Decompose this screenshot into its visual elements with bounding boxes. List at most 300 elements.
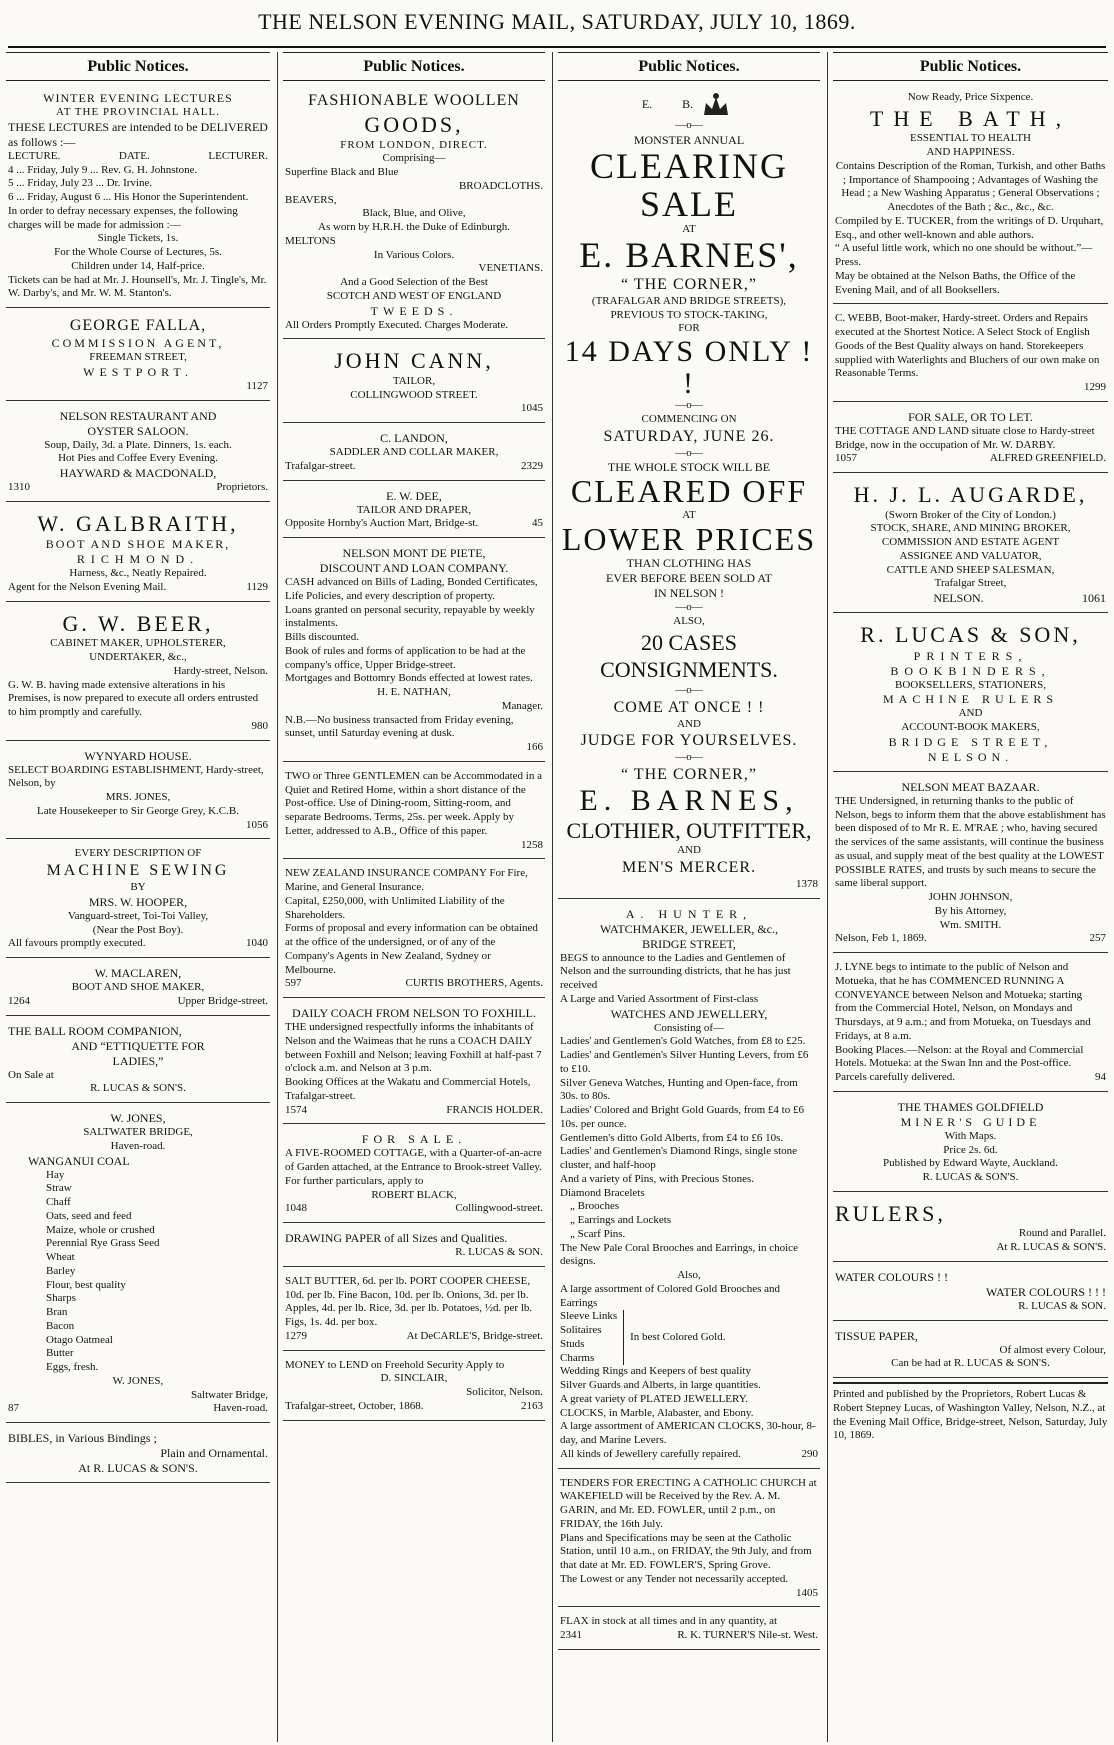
ad-text: SALTWATER BRIDGE, [83, 1126, 193, 1138]
list-item: Diamond Bracelets [560, 1186, 645, 1199]
ad-text: At R. LUCAS & SON'S. [78, 1461, 198, 1475]
ad-text: PRINTERS, [913, 648, 1028, 663]
ad-text: RICHMOND. [76, 552, 200, 567]
ad-signature: R. LUCAS & SON. [455, 1246, 543, 1258]
ad-text: Booking Offices at the Wakatu and Commercial Hotels, Trafalgar-street. [285, 1076, 531, 1102]
ad-signature: ROBERT BLACK, [371, 1188, 457, 1201]
ad-text: J. LYNE begs to intimate to the public of Nelson and Motueka, that he has COMMENCED RUNNING A CONVEYANCE between Nelson and Motueka; starting from the Commercial Hotel, Nelson, on Mondays and Thursdays, at 9 a.m.; and from Motueka, on Tuesdays and Fridays, at 8 a.m. [835, 961, 1091, 1042]
for-sale-or-let-ad [833, 406, 1108, 473]
list-item: And a variety of Pins, with Precious Stones. [560, 1172, 755, 1185]
ad-text: SATURDAY, JUNE 26. [603, 427, 775, 445]
ad-footer [8, 1402, 268, 1416]
ad-text: A large assortment of AMERICAN CLOCKS, 30-hour, 8-day, and Marine Levers. [560, 1420, 816, 1447]
ad-signature: ALFRED GREENFIELD. [989, 452, 1106, 465]
masthead: THE NELSON EVENING MAIL, SATURDAY, JULY 10, 1869. [258, 9, 856, 34]
galbraith-ad [6, 506, 270, 602]
ad-text: COMMISSION AND ESTATE AGENT [881, 536, 1060, 548]
ad-title: GOODS, [364, 112, 464, 137]
bath-book-ad [833, 87, 1108, 304]
ad-text: AND HAPPINESS. [926, 146, 1015, 158]
ad-text: CASH advanced on Bills of Lading, Bonded Certificates, Life Policies, and every description of property. [285, 576, 538, 602]
ad-text: Book of rules and forms of application to be had at the company's office, Upper Bridge-street. [285, 644, 526, 671]
ad-text: Silver Guards and Alberts, in large quantities. [560, 1379, 761, 1392]
wynyard-ad [6, 745, 270, 840]
ad-text: Wedding Rings and Keepers of best quality [560, 1365, 751, 1378]
ad-text: BRIDGE STREET, [888, 734, 1053, 749]
ad-text: ASSIGNEE AND VALUATOR, [899, 549, 1042, 562]
ad-text: BROADCLOTHS. [458, 179, 543, 192]
ad-text: COLLINGWOOD STREET. [350, 388, 478, 401]
ad-number: 1057 [835, 452, 857, 465]
ad-text: FOR [678, 322, 700, 335]
ad-number: 1405 [796, 1586, 818, 1599]
ad-text: G. W. B. having made extensive alterations in his Premises, is now prepared to execute all orders entrusted to him promptly and carefully. [8, 678, 259, 718]
ad-number: 1056 [246, 818, 268, 831]
list-item: Chaff [46, 1196, 71, 1208]
list-item: Butter [46, 1347, 74, 1360]
ad-text: Consisting of— [654, 1021, 724, 1034]
ad-text: Nelson, Feb 1, 1869. [835, 932, 927, 945]
ad-text: Soup, Daily, 3d. a Plate. Dinners, 1s. each. [44, 438, 232, 451]
ad-text: Single Tickets, 1s. [97, 232, 179, 245]
list-item: Flour, best quality [46, 1278, 126, 1291]
ad-signature: W. JONES, [112, 1374, 164, 1387]
ad-text: NELSON. [927, 749, 1014, 764]
ad-text: And a Good Selection of the Best [340, 276, 488, 288]
ad-text: CLOCKS, in Marble, Alabaster, and Ebony. [560, 1406, 754, 1419]
ad-number: 1310 [8, 481, 30, 493]
ad-title: JOHN CANN, [334, 348, 494, 374]
ad-footer [285, 977, 543, 991]
gold-items-list [560, 1310, 624, 1365]
ad-text: COME AT ONCE ! ! [613, 698, 765, 716]
ad-text: PREVIOUS TO STOCK-TAKING, [610, 308, 768, 321]
ad-text: (Sworn Broker of the City of London.) [885, 508, 1056, 521]
ad-text: BEAVERS, [285, 193, 337, 206]
ad-text: BY [130, 881, 146, 893]
ad-subtitle: AT THE PROVINCIAL HALL. [56, 106, 220, 118]
list-item: Perennial Rye Grass Seed [46, 1237, 160, 1250]
ad-text: Round and Parallel. [1018, 1227, 1106, 1240]
ad-signature: D. SINCLAIR, [380, 1372, 448, 1385]
divider: —o— [675, 751, 703, 764]
ad-text: BEGS to announce to the Ladies and Gentlemen of Nelson and the surrounding districts, that he has just received [560, 951, 791, 992]
column-heading: Public Notices. [833, 52, 1108, 81]
salt-butter-ad [283, 1271, 545, 1351]
ad-text: CATTLE AND SHEEP SALESMAN, [886, 563, 1055, 576]
ad-headline: E. BARNES', [579, 235, 799, 276]
ad-title: WATCHES AND JEWELLERY, [610, 1006, 768, 1021]
list-item: Silver Geneva Watches, Hunting and Open-face, from 30s. to 80s. [560, 1076, 798, 1103]
ad-text: FREEMAN STREET, [89, 351, 187, 363]
ad-text: Trafalgar-street. [285, 459, 356, 472]
list-item: Ladies' Colored and Bright Gold Guards, from £4 to £6 10s. per ounce. [560, 1104, 804, 1130]
ad-text: HAYWARD & MACDONALD, [59, 466, 217, 480]
ad-title: W. GALBRAITH, [37, 510, 239, 536]
ad-headline: 14 DAYS ONLY ! ! [564, 335, 814, 400]
ad-text: Plain and Ornamental. [160, 1446, 268, 1460]
ad-footer [560, 1448, 818, 1462]
ad-text: Haven-road. [213, 1402, 268, 1415]
ad-text: COMMENCING ON [641, 412, 737, 425]
divider: —o— [675, 601, 703, 614]
ad-text: SALT BUTTER, 6d. per lb. PORT COOPER CHEESE, 10d. per lb. Fine Bacon, 10d. per lb. Onions, 3d. per lb. Apples, 4d. per lb. Rice, 3d. per lb. Potatoes, ½d. per lb. Figs, 1s. 4d. per box. [285, 1274, 533, 1328]
list-item: Gentlemen's ditto Gold Alberts, from £4 to £6 10s. [560, 1131, 784, 1144]
list-item: Oats, seed and feed [46, 1209, 132, 1222]
ad-text: ACCOUNT-BOOK MAKERS, [901, 721, 1040, 733]
ad-title: BRIDGE STREET, [642, 936, 736, 951]
ad-text: Price 2s. 6d. [943, 1143, 998, 1156]
dee-ad [283, 485, 545, 539]
ad-text: Capital, £250,000, with Unlimited Liability of the Shareholders. [285, 894, 505, 921]
ad-title: LADIES,” [112, 1053, 164, 1068]
ad-text: BOOT AND SHOE MAKER, [71, 981, 205, 993]
augarde-ad [833, 477, 1108, 613]
list-item: Straw [46, 1182, 72, 1195]
header-cell: LECTURER. [208, 149, 268, 162]
ad-text: Can be had at R. LUCAS & SON'S. [891, 1357, 1050, 1370]
ad-text: MELTONS [285, 234, 336, 247]
list-item: Maize, whole or crushed [46, 1223, 155, 1236]
list-item: Sleeve Links [560, 1310, 618, 1323]
ad-text: SELECT BOARDING ESTABLISHMENT, Hardy-street, Nelson, by [8, 763, 264, 790]
mont-de-piete-ad [283, 542, 545, 762]
ad-headline: 20 CASES CONSIGNMENTS. [600, 629, 778, 683]
divider: —o— [675, 683, 703, 696]
ad-text: IN NELSON ! [654, 586, 724, 601]
ad-number: 1574 [285, 1103, 307, 1116]
list-item: Solitaires [560, 1324, 602, 1337]
ad-text: AT [682, 508, 696, 521]
ad-signature: H. E. NATHAN, [377, 686, 451, 698]
ad-title: G. W. BEER, [62, 610, 214, 636]
ad-text: Parcels carefully delivered. [835, 1071, 956, 1083]
ad-number: 1061 [1082, 591, 1106, 605]
ad-text: MACHINE RULERS [882, 692, 1058, 707]
ad-headline: CLEARING SALE [590, 145, 788, 224]
water-colours-ad [833, 1266, 1108, 1321]
ad-footer [835, 452, 1106, 466]
ad-number: 597 [285, 977, 302, 990]
ad-number: 1378 [796, 877, 818, 890]
ad-text: TENDERS FOR ERECTING A CATHOLIC CHURCH at WAKEFIELD will be Received by the Rev. A. M. GARIN, and Mr. ED. FOWLER, until 2 p.m., on FRIDAY, the 16th July. [560, 1476, 817, 1530]
lecture-table-header [8, 150, 268, 164]
ad-text: Mortgages and Bottomry Bonds effected at lowest rates. [285, 672, 533, 685]
ad-text: Booking Places.—Nelson: at the Royal and Commercial Hotels. Motueka: at the Swan Inn and the Post-office. [835, 1043, 1084, 1070]
ad-footer [8, 937, 268, 951]
ad-text: VENETIANS. [478, 262, 543, 275]
ad-title: THE BALL ROOM COMPANION, [8, 1023, 182, 1038]
ad-text: MEN'S MERCER. [621, 858, 757, 876]
woollen-goods-ad [283, 87, 545, 339]
ad-number: 1279 [285, 1329, 307, 1342]
ad-text: Opposite Hornby's Auction Mart, Bridge-st. [285, 517, 479, 530]
ad-number: 1264 [8, 994, 30, 1007]
list-item: Hay [46, 1168, 65, 1181]
ad-text: Plans and Specifications may be seen at the Catholic Station, until 10 a.m., on FRIDAY, the 9th July, and from that date at Mr. ED. FOWLER'S, Spring Grove. [560, 1531, 812, 1572]
beer-ad [6, 606, 270, 741]
ad-number: 1040 [246, 937, 268, 950]
ad-title: NELSON MONT DE PIETE, [342, 546, 486, 560]
ad-text: Contains Description of the Roman, Turkish, and other Baths ; Importance of Shampooing ; Advantages of Washing the Head ; a New Washing Apparatus ; General Observations ; Anecdotes of the Bath ; &c., &c., &c. [835, 159, 1106, 213]
ad-footer [8, 995, 268, 1009]
column-1 [6, 52, 270, 1742]
list-item: „ Earrings and Lockets [570, 1214, 672, 1227]
column-3 [558, 52, 820, 1742]
ad-text: AT [682, 223, 696, 236]
ad-text: COMMISSION AGENT, [51, 336, 225, 350]
nz-insurance-ad [283, 863, 545, 998]
ad-text: Harness, &c., Neatly Repaired. [69, 567, 207, 580]
ad-text: Hardy-street, Nelson. [173, 664, 268, 677]
ad-title: WATER COLOURS ! ! [835, 1269, 948, 1284]
ad-text: MONEY to LEND on Freehold Security Apply to [285, 1358, 505, 1371]
ad-title: DISCOUNT AND LOAN COMPANY. [319, 561, 509, 575]
ad-text: WESTPORT. [83, 364, 193, 379]
ad-text: The Lowest or any Tender not necessarily accepted. [560, 1572, 789, 1585]
list-item: Barley [46, 1264, 76, 1277]
ad-footer [835, 932, 1106, 946]
ad-text: Solicitor, Nelson. [466, 1386, 543, 1398]
ad-text: SADDLER AND COLLAR MAKER, [329, 446, 499, 458]
ad-text: MINER'S GUIDE [900, 1114, 1041, 1129]
ad-text: MRS. W. HOOPER, [88, 894, 188, 909]
divider: —o— [675, 399, 703, 412]
ad-text: TWEEDS. [370, 303, 458, 318]
ad-text: THE Undersigned, in returning thanks to the public of Nelson, begs to inform them that the above establishment has been disposed of to Mr R. E. M'RAE ; who, having secured the services of the same assistants, will continue the business as usual, and supply meat of the best quality at the LOWEST POSSIBLE RATES, and trusts by such means to secure the same liberal support. [835, 794, 1106, 890]
ad-text: “ A useful little work, which no one should be without.”—Press. [835, 242, 1093, 268]
ad-text: By his Attorney, [934, 904, 1007, 917]
ad-text: Trafalgar Street, [934, 577, 1007, 590]
ad-title: W. JONES, [110, 1111, 166, 1125]
ad-title: W. MACLAREN, [94, 966, 182, 980]
ad-text: Tickets can be had at Mr. J. Hounsell's, Mr. J. Tingle's, Mr. W. Darby's, and Mr. W. M. Stanton's. [8, 273, 267, 300]
ad-text: SCOTCH AND WEST OF ENGLAND [326, 289, 502, 302]
ad-title: TISSUE PAPER, [835, 1328, 918, 1343]
ad-text: A FIVE-ROOMED COTTAGE, with a Quarter-of-an-acre of Garden attached, at the Entrance to Brook-street Valley. [285, 1147, 542, 1173]
ad-text: Saltwater Bridge, [191, 1388, 268, 1401]
ad-text: A Large and Varied Assortment of First-class [560, 992, 759, 1005]
ad-text: THE undersigned respectfully informs the inhabitants of Nelson and the Waimeas that he runs a COACH DAILY between Foxhill and Nelson; leaving Foxhill at half-past 7 o'clock a.m. and Nelson at 3 p.m. [285, 1021, 542, 1075]
list-item: „ Scarf Pins. [570, 1227, 626, 1240]
ad-text: (Near the Post Boy). [92, 923, 184, 936]
ad-text: CABINET MAKER, UPHOLSTERER, [50, 637, 226, 650]
ad-text: BOOT AND SHOE MAKER, [45, 537, 231, 552]
ad-number: 1127 [246, 379, 268, 392]
ad-text: A large assortment of Colored Gold Brooches and Earrings [560, 1282, 781, 1309]
ad-text: Compiled by E. TUCKER, from the writings of D. Urquhart, Esq., and other well-known and able authors. [835, 214, 1104, 241]
ad-text: BOOKBINDERS, [890, 663, 1051, 678]
rulers-ad [833, 1196, 1108, 1262]
column-4 [833, 52, 1108, 1742]
ad-number: 45 [532, 517, 543, 530]
ad-text: STOCK, SHARE, AND MINING BROKER, [870, 522, 1071, 535]
column-divider [552, 52, 553, 1742]
ad-number: 1045 [521, 402, 543, 415]
ad-text: FROM LONDON, DIRECT. [340, 138, 488, 151]
ad-headline: LOWER PRICES [561, 520, 817, 557]
jewellery-list [560, 1035, 818, 1269]
ad-text: R. LUCAS & SON'S. [922, 1171, 1019, 1183]
list-item: Sharps [46, 1292, 76, 1305]
ad-text: A great variety of PLATED JEWELLERY. [560, 1392, 748, 1405]
ad-text: On Sale at [8, 1068, 54, 1081]
ad-signature: FRANCIS HOLDER. [446, 1103, 543, 1116]
hooper-ad [6, 843, 270, 958]
ad-text: Now Ready, Price Sixpence. [907, 91, 1034, 103]
ad-text: BOOKSELLERS, STATIONERS, [895, 678, 1046, 691]
lyne-conveyance-ad [833, 957, 1108, 1092]
ad-footer [285, 1330, 543, 1344]
ad-title: WATCHMAKER, JEWELLER, &c., [600, 921, 778, 936]
ad-text: MONSTER ANNUAL [633, 132, 745, 147]
crown-crest-icon [696, 91, 736, 119]
ad-text: For the Whole Course of Lectures, 5s. [54, 246, 222, 258]
falla-ad [6, 312, 270, 401]
ad-title: OYSTER SALOON. [87, 423, 189, 438]
ad-signature: R. LUCAS & SON. [1018, 1299, 1106, 1312]
ad-text: Proprietors. [216, 481, 268, 493]
tenders-ad [558, 1473, 820, 1608]
ad-text: Superfine Black and Blue [285, 166, 399, 178]
ad-title: NEW ZEALAND INSURANCE COMPANY For Fire, Marine, and General Insurance. [285, 867, 528, 893]
ad-text: ALSO, [673, 615, 705, 628]
ad-title: A. HUNTER, [625, 906, 753, 921]
column-divider [277, 52, 278, 1742]
ad-text: For further particulars, apply to [285, 1174, 424, 1187]
list-item: Eggs, fresh. [46, 1361, 99, 1373]
ad-footer [285, 1400, 543, 1414]
ad-title: WINTER EVENING LECTURES [43, 91, 233, 105]
barnes-clearing-sale-ad [558, 87, 820, 899]
ad-title: FASHIONABLE WOOLLEN [308, 92, 520, 109]
ad-footer [8, 581, 268, 595]
ad-title: AND “ETTIQUETTE FOR [71, 1038, 205, 1053]
ad-text: MRS. JONES, [105, 791, 171, 803]
ad-title: THE THAMES GOLDFIELD [897, 1099, 1044, 1114]
meat-bazaar-ad [833, 776, 1108, 953]
ad-title: NELSON MEAT BAZAAR. [901, 779, 1040, 794]
ad-text: With Maps. [944, 1129, 997, 1142]
ad-number: 1129 [246, 581, 268, 593]
ad-text: TAILOR, [392, 374, 436, 387]
list-item: Bacon [46, 1319, 75, 1332]
lecture-row: 5 ... Friday, July 23 ... Dr. Irvine. [8, 177, 153, 190]
ad-title: R. LUCAS & SON, [860, 622, 1081, 647]
goods-list [8, 1169, 268, 1375]
ad-footer [285, 517, 543, 531]
list-item: Ladies' and Gentlemen's Silver Hunting Levers, from £6 to £10. [560, 1049, 809, 1075]
column-heading: Public Notices. [283, 52, 545, 81]
ad-text: (TRAFALGAR AND BRIDGE STREETS), [591, 294, 787, 307]
ad-text: Wm. SMITH. [939, 918, 1002, 931]
list-item: Studs [560, 1337, 585, 1350]
royal-crest-row [560, 91, 818, 119]
ad-number: 980 [251, 719, 268, 732]
flax-ad [558, 1611, 820, 1650]
jones-ad [6, 1107, 270, 1423]
for-sale-cottage-ad [283, 1128, 545, 1223]
ad-text: ESSENTIAL TO HEALTH [910, 132, 1031, 145]
ad-text: N.B.—No business transacted from Friday evening, sunset, until Saturday evening at dusk. [285, 713, 514, 740]
ad-title: DAILY COACH FROM NELSON TO FOXHILL. [292, 1006, 536, 1020]
ad-text: CLOTHIER, OUTFITTER, [566, 817, 812, 843]
divider: —o— [675, 119, 703, 131]
ad-text: R. LUCAS & SON'S. [90, 1082, 186, 1095]
ad-text: Agent for the Nelson Evening Mail. [8, 581, 167, 593]
ad-text: Comprising— [382, 152, 446, 165]
ad-text: THESE LECTURES are intended to be DELIVERED as follows :— [8, 119, 268, 149]
ad-signature: CURTIS BROTHERS, Agents. [405, 977, 543, 990]
list-item: Ladies' and Gentlemen's Gold Watches, from £8 to £25. [560, 1035, 806, 1048]
ad-text: Also, [677, 1269, 701, 1282]
thames-goldfield-ad [833, 1096, 1108, 1192]
ad-text: Trafalgar-street, October, 1868. [285, 1399, 424, 1412]
drawing-paper-ad [283, 1227, 545, 1267]
ad-text: JUDGE FOR YOURSELVES. [580, 732, 798, 750]
ad-number: 257 [1089, 932, 1106, 945]
ad-number: 1048 [285, 1202, 307, 1215]
ad-text: UNDERTAKER, &c., [89, 651, 187, 663]
ad-text: All favours promptly executed. [8, 937, 146, 950]
ad-signature: JOHN JOHNSON, [928, 891, 1013, 903]
ad-text: In best Colored Gold. [630, 1330, 726, 1343]
ad-footer [835, 1071, 1106, 1085]
ad-footer [835, 591, 1106, 606]
lecture-row: 4 ... Friday, July 9 ... Rev. G. H. Johnstone. [8, 163, 198, 176]
ad-number: 2329 [521, 459, 543, 472]
ad-text: Haven-road. [110, 1139, 166, 1152]
ad-text: At R. LUCAS & SON'S. [996, 1241, 1106, 1253]
ad-title: DRAWING PAPER of all Sizes and Qualities. [285, 1231, 508, 1245]
ad-text: TWO or Three GENTLEMEN can be Accommodated in a Quiet and Retired Home, within a short distance of the Post-office. Use of Dining-room, Sitting-room, and separate Bedrooms. Terms, 25s. per week. Apply by Letter, addressed to A.B., Office of this paper. [285, 769, 542, 837]
column-divider [827, 52, 828, 1742]
ad-text: Children under 14, Half-price. [71, 259, 205, 272]
ad-text: AND [677, 844, 701, 857]
ad-text: THAN CLOTHING HAS [626, 556, 752, 571]
ad-text: Published by Edward Wayte, Auckland. [883, 1157, 1058, 1170]
ad-title: E. W. DEE, [386, 488, 442, 503]
list-item: Charms [560, 1351, 595, 1364]
ad-number: 2163 [521, 1399, 543, 1412]
ad-text: Black, Blue, and Olive, [362, 207, 466, 220]
restaurant-ad [6, 405, 270, 502]
lecture-row: 6 ... Friday, August 6 ... His Honor the Superintendent. [8, 191, 249, 203]
list-item: „ Brooches [570, 1200, 620, 1213]
ad-text: All kinds of Jewellery carefully repaired. [560, 1447, 741, 1460]
ad-footer [285, 1104, 543, 1118]
ad-title: THE BATH, [869, 105, 1072, 131]
ad-footer [8, 481, 268, 495]
ad-footer [285, 460, 543, 474]
ad-text: Collingwood-street. [455, 1202, 543, 1215]
ad-number: 94 [1095, 1071, 1106, 1083]
header-cell: DATE. [118, 149, 150, 162]
money-to-lend-ad [283, 1355, 545, 1421]
ad-footer [285, 1202, 543, 1216]
ad-text: NELSON. [933, 591, 984, 605]
ad-text: AND [677, 717, 701, 730]
ad-text: FLAX in stock at all times and in any quantity, at [560, 1615, 778, 1628]
divider: —o— [675, 446, 703, 459]
printers-imprint: Printed and published by the Proprietors, Robert Lucas & Robert Stepney Lucas, of Washington Valley, Nelson, N.Z., at the Evening Mail Office, Bridge-street, Nelson, Saturday, July 10, 1869. [833, 1382, 1108, 1443]
header-cell: LECTURE. [8, 149, 61, 162]
ad-text: EVERY DESCRIPTION OF [74, 847, 202, 860]
list-item: Otago Oatmeal [46, 1333, 113, 1346]
lectures-ad [6, 87, 270, 308]
ad-title: FOR SALE. [361, 1132, 467, 1147]
ad-text: AND [958, 707, 983, 720]
